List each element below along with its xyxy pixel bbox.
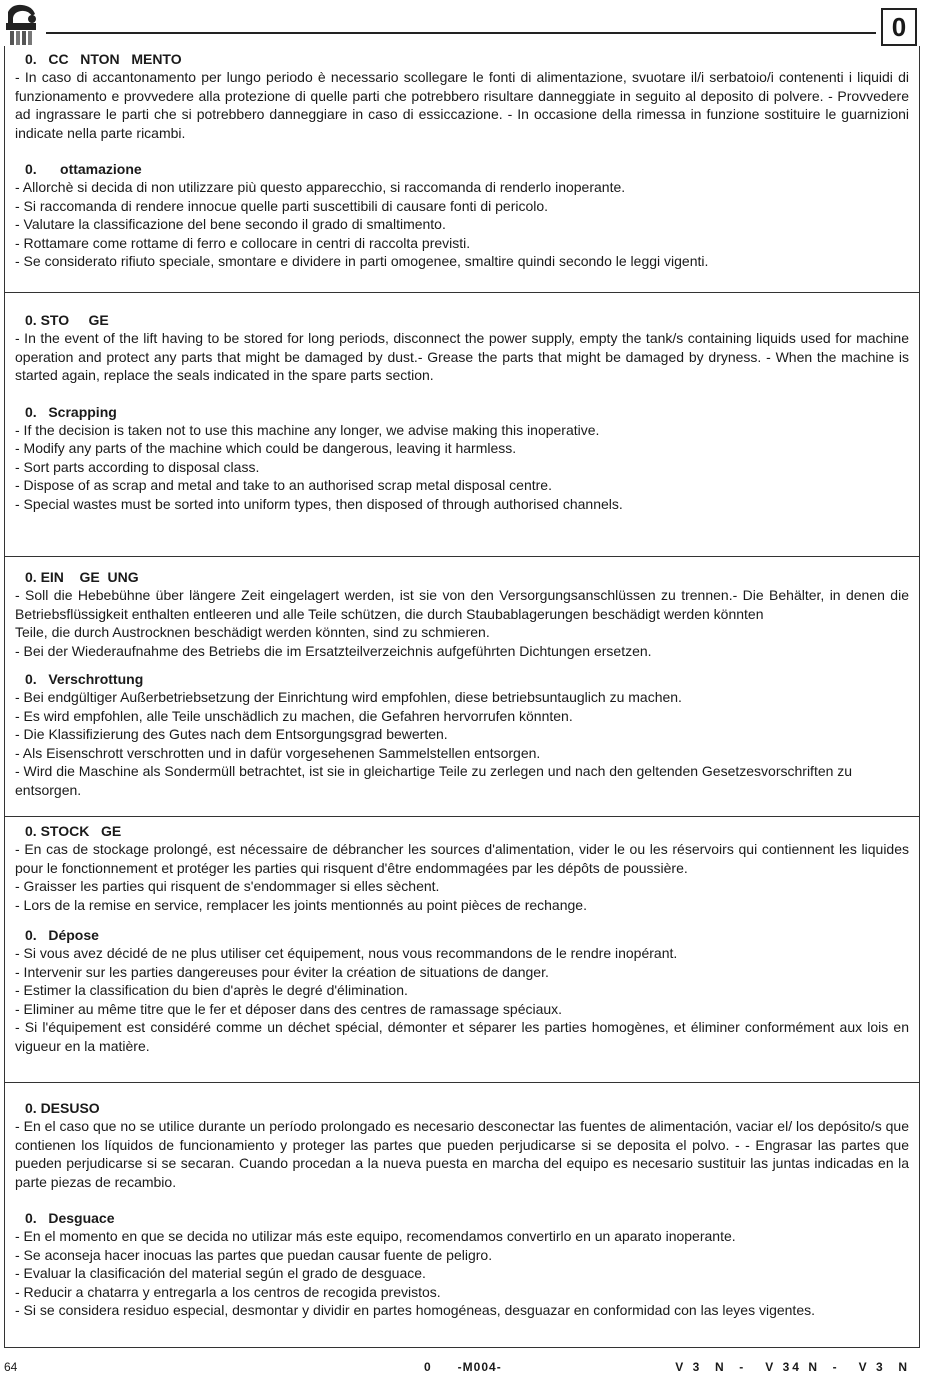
list-item: - Valutare la classificazione del bene secondo il grado di smaltimento. [15,216,446,232]
content-frame [4,46,920,1348]
list-item: - Als Eisenschrott verschrotten und in dafür vorgesehenen Sammelstellen entsorgen. [15,744,541,761]
section-divider [5,816,919,817]
list-item: - Die Klassifizierung des Gutes nach dem Entsorgungsgrad bewerten. [15,726,448,742]
chapter-number: 0 [881,8,917,46]
subsection-heading: 0. ottamazione [25,161,142,177]
section-german [5,568,919,799]
list-item: - Si l'équipement est considéré comme un déchet spécial, démonter et séparer les parties homogènes, et éliminer conformément aux lois en vigueur en la matière. [15,1019,909,1054]
list-item: - Se considerato rifiuto speciale, smontare e dividere in parti omogenee, smaltire quindi secondo le leggi vigenti. [15,253,709,269]
section-italian [5,50,919,271]
list-item: - Rottamare come rottame di ferro e collocare in centri di raccolta previsti. [15,234,471,251]
section-heading: 0. CC NTON MENTO [25,51,182,67]
section-english [5,311,919,513]
company-logo-icon [2,2,42,48]
list-item: - Intervenir sur les parties dangereuses pour éviter la création de situations de danger. [15,963,549,980]
model-list: V 3 N - V 34 N - V 3 N [675,1360,910,1374]
list-item: - If the decision is taken not to use this machine any longer, we advise making this inoperative. [15,421,600,438]
section-paragraph: - Lors de la remise en service, remplacer les joints mentionnés au point pièces de rechange. [15,896,587,913]
section-divider [5,556,919,557]
subsection-heading: 0. Verschrottung [25,671,144,687]
document-code: 0 -M004- [424,1360,502,1374]
section-paragraph: - En cas de stockage prolongé, est nécessaire de débrancher les sources d'alimentation, vider le ou les réservoirs qui contiennent les liquides pour le fonctionnement et protéger les parties qui risquent d'être endommagées par les dépôts de poussière. [15,841,909,876]
section-spanish [5,1099,919,1320]
list-item: - Si raccomanda di rendere innocue quelle parti suscettibili di causare fonti di pericolo. [15,197,549,214]
list-item: - Bei endgültiger Außerbetriebsetzung der Einrichtung wird empfohlen, diese betriebsuntauglich zu machen. [15,689,682,705]
list-item: - Sort parts according to disposal class. [15,458,260,475]
section-paragraph: - En el caso que no se utilice durante un período prolongado es necesario desconectar las fuentes de alimentación, vaciar el/ los depósito/s que contienen los líquidos de funcionamiento y proteger las partes que pueden perjudicarse si se deposita el polvo. - - Engrasar las partes que pueden perjudicarse si se secaran. Cuando procedan a la nueva puesta en marcha del equipo es necesario sustituir las juntas indicadas en la parte piezas de recambio. [15,1118,909,1190]
list-item: - Modify any parts of the machine which could be dangerous, leaving it harmless. [15,440,517,456]
list-item: - Special wastes must be sorted into uniform types, then disposed of through authorised channels. [15,495,623,512]
page-number: 64 [4,1360,18,1374]
header-rule [46,32,876,34]
list-item: - Estimer la classification du bien d'après le degré d'élimination. [15,982,408,998]
list-item: - Reducir a chatarra y entregarla a los centros de recogida previstos. [15,1283,441,1300]
list-item: - Wird die Maschine als Sondermüll betrachtet, ist sie in gleichartige Teile zu zerlegen und nach den geltenden Gesetzesvorschriften zu entsorgen. [15,763,853,798]
section-paragraph: - Bei der Wiederaufnahme des Betriebs die im Ersatzteilverzeichnis aufgeführten Dichtungen ersetzen. [15,642,652,659]
list-item: - Si vous avez décidé de ne plus utiliser cet équipement, nous vous recommandons de le rendre inopérant. [15,945,678,961]
section-paragraph: Teile, die durch Austrocknen beschädigt werden könnten, sind zu schmieren. [15,624,490,640]
list-item: - Si se considera residuo especial, desmontar y dividir en partes homogéneas, desguazar en conformidad con las leyes vigentes. [15,1302,815,1318]
list-item: - Allorchè si decida di non utilizzare più questo apparecchio, si raccomanda di renderlo inoperante. [15,179,626,195]
list-item: - Es wird empfohlen, alle Teile unschädlich zu machen, die Gefahren hervorrufen könnten. [15,707,573,724]
list-item: - Se aconseja hacer inocuas las partes que puedan causar fuente de peligro. [15,1246,493,1263]
subsection-heading: 0. Scrapping [25,403,117,420]
section-divider [5,1082,919,1083]
section-heading: 0. DESUSO [25,1100,100,1116]
section-paragraph: - In caso di accantonamento per lungo periodo è necessario scollegare le fonti di alimentazione, svuotare il/i serbatoio/i contenenti i liquidi di funzionamento e provvedere alla protezione di quelle parti che potrebbero risultare danneggiate in seguito al deposito di polvere. - Provvedere ad ingrassare le parti che si potrebbero danneggiare in caso di essiccazione. - In occasione della rimessa in funzione sostituire le guarnizioni indicate nella parte ricambi. [15,69,909,141]
subsection-heading: 0. Dépose [25,927,99,943]
list-item: - Evaluar la clasificación del material según el grado de desguace. [15,1265,426,1281]
list-item: - Eliminer au même titre que le fer et déposer dans des centres de ramassage spéciaux. [15,1000,563,1017]
list-item: - En el momento en que se decida no utilizar más este equipo, recomendamos convertirlo en un aparato inoperante. [15,1228,736,1244]
section-heading: 0. STO GE [25,312,109,328]
section-divider [5,292,919,293]
section-paragraph: - Soll die Hebebühne über längere Zeit eingelagert werden, ist sie von den Versorgungsanschlüssen zu trennen.- Die Behälter, in denen die Betriebsflüssigkeit enthalten entleeren und alle Teile schützen, die durch Staubablagerungen beschädigt werden könnten [15,587,909,622]
list-item: - Dispose of as scrap and metal and take to an authorised scrap metal disposal centre. [15,477,552,493]
section-heading: 0. EIN GE UNG [25,569,139,585]
section-french [5,822,919,1055]
section-paragraph: - Graisser les parties qui risquent de s'endommager si elles sèchent. [15,878,440,894]
section-paragraph: - In the event of the lift having to be stored for long periods, disconnect the power supply, empty the tank/s containing liquids used for machine operation and protect any parts that might be damaged by dust.- Grease the parts that might be damaged by dryness. - When the machine is started again, replace the seals indicated in the spare parts section. [15,330,909,383]
section-heading: 0. STOCK GE [25,823,122,839]
subsection-heading: 0. Desguace [25,1210,115,1226]
